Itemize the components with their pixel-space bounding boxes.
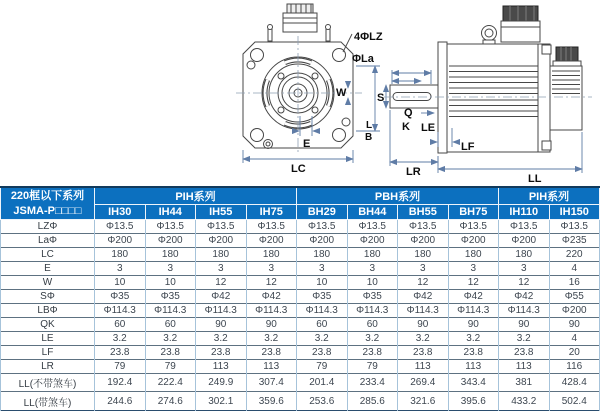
spec-value-cell: Φ35 (347, 289, 398, 303)
table-row (1, 392, 600, 411)
table-row (1, 303, 600, 317)
corner-line2: JSMA-P□□□□ (13, 204, 82, 217)
spec-value-cell: 10 (297, 275, 348, 289)
row-label: LBΦ (1, 303, 95, 317)
spec-value-cell: 23.8 (145, 345, 196, 359)
dim-label-la: ΦLa (352, 53, 374, 65)
spec-value-cell: 113 (196, 359, 247, 373)
spec-value-cell: 23.8 (196, 345, 247, 359)
spec-value-cell: 3 (499, 261, 550, 275)
spec-table (0, 186, 600, 411)
spec-value-cell: Φ42 (398, 289, 449, 303)
spec-value-cell: 23.8 (398, 345, 449, 359)
spec-value-cell: 23.8 (246, 345, 297, 359)
spec-value-cell: 23.8 (297, 345, 348, 359)
encoder-connector-icon (550, 47, 582, 130)
row-label: SΦ (1, 289, 95, 303)
spec-value-cell: 3.2 (398, 331, 449, 345)
spec-value-cell: 3.2 (246, 331, 297, 345)
spec-value-cell: Φ114.3 (448, 303, 499, 317)
spec-value-cell: 16 (549, 275, 600, 289)
spec-value-cell: 274.6 (145, 392, 196, 411)
spec-value-cell: 502.4 (549, 392, 600, 411)
spec-value-cell: 233.4 (347, 373, 398, 392)
spec-value-cell: Φ13.5 (499, 220, 550, 234)
spec-value-cell: Φ13.5 (196, 220, 247, 234)
spec-value-cell: Φ42 (246, 289, 297, 303)
dim-label-lb-b: B (365, 132, 373, 143)
spec-value-cell: 113 (448, 359, 499, 373)
table-row (1, 247, 600, 261)
spec-value-cell: 23.8 (347, 345, 398, 359)
spec-value-cell: 90 (246, 317, 297, 331)
spec-value-cell: 3.2 (145, 331, 196, 345)
spec-value-cell: 10 (145, 275, 196, 289)
spec-value-cell: 3 (448, 261, 499, 275)
spec-value-cell: 3.2 (95, 331, 146, 345)
spec-value-cell: Φ114.3 (95, 303, 146, 317)
spec-value-cell: Φ13.5 (145, 220, 196, 234)
dim-label-lr: LR (406, 166, 421, 178)
top-connector-icon (501, 6, 540, 42)
spec-value-cell: Φ42 (196, 289, 247, 303)
spec-value-cell: 79 (347, 359, 398, 373)
spec-value-cell: 3 (196, 261, 247, 275)
eyebolt-icon (482, 26, 497, 45)
spec-value-cell: 180 (95, 247, 146, 261)
spec-value-cell: 180 (398, 247, 449, 261)
row-label: LF (1, 345, 95, 359)
spec-value-cell: 343.4 (448, 373, 499, 392)
spec-value-cell: 4 (549, 261, 600, 275)
spec-value-cell: 20 (549, 345, 600, 359)
spec-value-cell: Φ114.3 (196, 303, 247, 317)
spec-value-cell: Φ114.3 (297, 303, 348, 317)
corner-line1: 220框以下系列 (10, 190, 85, 203)
spec-value-cell: 3 (398, 261, 449, 275)
spec-value-cell: 220 (549, 247, 600, 261)
spec-value-cell: 359.6 (246, 392, 297, 411)
row-label: LR (1, 359, 95, 373)
spec-value-cell: 395.6 (448, 392, 499, 411)
flange-front-view (236, 4, 362, 154)
spec-value-cell: Φ114.3 (499, 303, 550, 317)
spec-value-cell: 180 (347, 247, 398, 261)
spec-value-cell: 3.2 (196, 331, 247, 345)
model-column-header: IH150 (549, 205, 600, 220)
dim-label-k: K (402, 121, 410, 133)
spec-value-cell: Φ13.5 (297, 220, 348, 234)
dim-label-ll: LL (528, 173, 542, 185)
row-label: LL(带煞车) (1, 392, 95, 411)
spec-value-cell: 192.4 (95, 373, 146, 392)
model-column-header: IH30 (95, 205, 146, 220)
spec-value-cell: 23.8 (448, 345, 499, 359)
table-row (1, 359, 600, 373)
spec-value-cell: 12 (499, 275, 550, 289)
spec-value-cell: 433.2 (499, 392, 550, 411)
spec-value-cell: 180 (246, 247, 297, 261)
spec-value-cell: 3.2 (347, 331, 398, 345)
spec-value-cell: 23.8 (499, 345, 550, 359)
spec-value-cell: Φ35 (145, 289, 196, 303)
dim-lr (390, 110, 438, 166)
spec-value-cell: 12 (398, 275, 449, 289)
spec-value-cell: 244.6 (95, 392, 146, 411)
spec-value-cell: Φ114.3 (145, 303, 196, 317)
dim-label-e: E (303, 138, 311, 150)
table-row (1, 331, 600, 345)
spec-value-cell: 116 (549, 359, 600, 373)
spec-value-cell: Φ200 (246, 233, 297, 247)
series-group-header: PIH系列 (499, 187, 600, 205)
spec-value-cell: 3.2 (448, 331, 499, 345)
model-column-header: BH55 (398, 205, 449, 220)
power-connector-icon (283, 4, 317, 32)
dim-label-le: LE (421, 122, 436, 134)
spec-value-cell: 302.1 (196, 392, 247, 411)
spec-value-cell: Φ13.5 (398, 220, 449, 234)
shaft-detail-view (390, 85, 438, 108)
spec-value-cell: Φ114.3 (398, 303, 449, 317)
spec-value-cell: 79 (145, 359, 196, 373)
series-group-row (1, 187, 600, 205)
spec-value-cell: 249.9 (196, 373, 247, 392)
table-row (1, 345, 600, 359)
row-label: W (1, 275, 95, 289)
spec-value-cell: 321.6 (398, 392, 449, 411)
spec-value-cell: 381 (499, 373, 550, 392)
row-label: QK (1, 317, 95, 331)
spec-value-cell: 180 (145, 247, 196, 261)
table-row (1, 233, 600, 247)
dim-label-lz: 4ΦLZ (354, 31, 383, 43)
row-label: LZΦ (1, 220, 95, 234)
dim-label-w: W (336, 87, 347, 99)
spec-value-cell: Φ13.5 (347, 220, 398, 234)
spec-value-cell: 60 (297, 317, 348, 331)
row-label: E (1, 261, 95, 275)
spec-value-cell: Φ200 (398, 233, 449, 247)
spec-value-cell: Φ55 (549, 289, 600, 303)
spec-value-cell: Φ13.5 (549, 220, 600, 234)
spec-value-cell: Φ235 (549, 233, 600, 247)
model-column-header: IH75 (246, 205, 297, 220)
spec-value-cell: Φ13.5 (448, 220, 499, 234)
spec-value-cell: 60 (347, 317, 398, 331)
dim-label-lc: LC (291, 163, 306, 175)
model-column-header: BH75 (448, 205, 499, 220)
spec-value-cell: 10 (347, 275, 398, 289)
spec-value-cell: 12 (196, 275, 247, 289)
dim-label-lf: LF (461, 141, 475, 153)
spec-value-cell: 60 (145, 317, 196, 331)
spec-value-cell: 60 (95, 317, 146, 331)
spec-value-cell: Φ200 (549, 303, 600, 317)
table-row (1, 289, 600, 303)
model-column-header: IH44 (145, 205, 196, 220)
spec-value-cell: 90 (549, 317, 600, 331)
spec-value-cell: 180 (196, 247, 247, 261)
spec-value-cell: Φ35 (297, 289, 348, 303)
spec-value-cell: 12 (448, 275, 499, 289)
spec-value-cell: 269.4 (398, 373, 449, 392)
spec-value-cell: 180 (499, 247, 550, 261)
spec-value-cell: 3 (347, 261, 398, 275)
dim-label-lb-l: L (366, 120, 373, 131)
spec-value-cell: 90 (398, 317, 449, 331)
table-corner-header (1, 187, 95, 220)
spec-value-cell: 79 (95, 359, 146, 373)
spec-value-cell: Φ200 (499, 233, 550, 247)
row-label: LL(不带煞车) (1, 373, 95, 392)
model-column-header: BH44 (347, 205, 398, 220)
spec-value-cell: 285.6 (347, 392, 398, 411)
spec-value-cell: Φ200 (347, 233, 398, 247)
spec-value-cell: Φ42 (448, 289, 499, 303)
spec-value-cell: 3.2 (499, 331, 550, 345)
spec-value-cell: 180 (448, 247, 499, 261)
spec-value-cell: 3 (246, 261, 297, 275)
spec-value-cell: Φ200 (196, 233, 247, 247)
spec-value-cell: 90 (196, 317, 247, 331)
dimension-drawings (0, 0, 600, 186)
spec-value-cell: 3.2 (297, 331, 348, 345)
table-row (1, 275, 600, 289)
row-label: LC (1, 247, 95, 261)
spec-value-cell: 307.4 (246, 373, 297, 392)
spec-value-cell: 113 (246, 359, 297, 373)
dim-label-q: Q (404, 107, 413, 119)
series-group-header: PBH系列 (297, 187, 499, 205)
spec-value-cell: 3 (95, 261, 146, 275)
spec-value-cell: Φ200 (297, 233, 348, 247)
row-label: LE (1, 331, 95, 345)
dim-label-s: S (377, 92, 385, 104)
spec-value-cell: 222.4 (145, 373, 196, 392)
series-group-header: PIH系列 (95, 187, 297, 205)
dim-qk (392, 70, 431, 84)
spec-value-cell: 12 (246, 275, 297, 289)
spec-value-cell: Φ200 (145, 233, 196, 247)
model-column-header: IH110 (499, 205, 550, 220)
model-column-header: BH29 (297, 205, 348, 220)
spec-value-cell: 180 (297, 247, 348, 261)
table-row (1, 220, 600, 234)
spec-value-cell: Φ200 (95, 233, 146, 247)
spec-value-cell: 3 (297, 261, 348, 275)
spec-value-cell: Φ200 (448, 233, 499, 247)
spec-value-cell: Φ13.5 (95, 220, 146, 234)
spec-value-cell: 253.6 (297, 392, 348, 411)
spec-value-cell: 90 (499, 317, 550, 331)
spec-value-cell: 113 (398, 359, 449, 373)
spec-value-cell: 3 (145, 261, 196, 275)
spec-value-cell: Φ35 (95, 289, 146, 303)
spec-value-cell: 10 (95, 275, 146, 289)
table-row (1, 261, 600, 275)
spec-value-cell: Φ114.3 (246, 303, 297, 317)
model-column-header: IH55 (196, 205, 247, 220)
spec-value-cell: 113 (499, 359, 550, 373)
spec-value-cell: 4 (549, 331, 600, 345)
spec-value-cell: Φ13.5 (246, 220, 297, 234)
spec-value-cell: 79 (297, 359, 348, 373)
motor-side-view (384, 6, 592, 153)
spec-value-cell: Φ114.3 (347, 303, 398, 317)
spec-value-cell: 428.4 (549, 373, 600, 392)
spec-value-cell: 90 (448, 317, 499, 331)
table-row (1, 317, 600, 331)
table-row (1, 373, 600, 392)
spec-value-cell: 23.8 (95, 345, 146, 359)
spec-value-cell: Φ42 (499, 289, 550, 303)
row-label: LaΦ (1, 233, 95, 247)
spec-value-cell: 201.4 (297, 373, 348, 392)
